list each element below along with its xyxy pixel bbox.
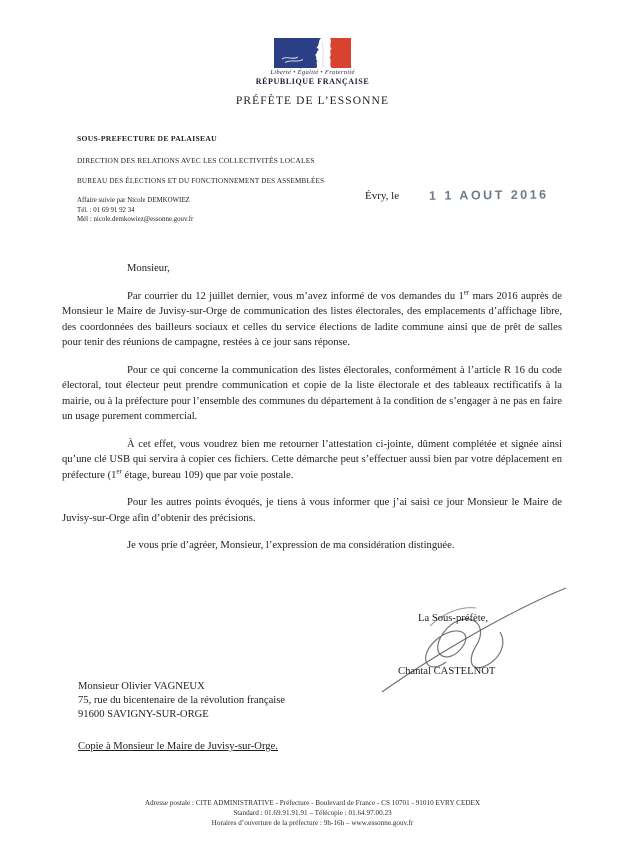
recipient-city: 91600 SAVIGNY-SUR-ORGE	[78, 709, 209, 720]
republic-name: RÉPUBLIQUE FRANÇAISE	[255, 77, 370, 86]
paragraph-1-superscript: er	[463, 287, 470, 296]
paragraph-3-superscript: er	[116, 466, 122, 475]
paragraph-1-text: Par courrier du 12 juillet dernier, vous m’avez informé de vos demandes du 1	[127, 290, 464, 302]
paragraph-2: Pour ce qui concerne la communication des listes électorales, conformément à l’article R 16 du code électoral, tout électeur peut prendre communication et copie de la liste électorale et des tableaux rectificatifs à la mairie, ou à la préfecture pour l’ensemble des communes du département à la condition de s’engager à ne pas en faire un usage purement commercial.	[62, 364, 562, 422]
sender-bureau: BUREAU DES ÉLECTIONS ET DU FONCTIONNEMENT DES ASSEMBLÉES	[77, 177, 325, 185]
salutation-text: Monsieur,	[127, 263, 170, 274]
sender-block	[77, 134, 324, 225]
date-place: Évry, le	[365, 190, 400, 202]
contact-email: Mél : nicole.demkowiez@essonne.gouv.fr	[77, 216, 194, 223]
paragraph-3-text: À cet effet, vous voudrez bien me retourner l’attestation ci-jointe, dûment complétée et signée ainsi qu’une clé USB qui servira à copier ces fichiers. Cette démarche peut s’effectuer aussi bien par votre déplacement en préfecture (1	[62, 438, 562, 481]
republic-motto: Liberté • Égalité • Fraternité	[270, 69, 355, 76]
footer-hours: Horaires d’ouverture de la préfecture : 9h-16h – www.essonne.gouv.fr	[211, 819, 414, 827]
recipient-name: Monsieur Olivier VAGNEUX	[78, 681, 205, 692]
closing-formula: Je vous prie d’agréer, Monsieur, l’expression de ma considération distinguée.	[127, 540, 455, 551]
footer-address: Adresse postale : CITE ADMINISTRATIVE - Préfecture - Boulevard de France - CS 10701 - 91010 EVRY CEDEX	[144, 799, 481, 807]
salutation	[62, 261, 562, 277]
paragraph-3	[62, 437, 562, 484]
recipient-block	[78, 680, 285, 722]
letterhead	[0, 38, 625, 107]
paragraph-3-text-cont: étage, bureau 109) que par voie postale.	[121, 469, 294, 481]
date-stamp: 1 1 AOUT 2016	[428, 187, 549, 203]
footer-phone: Standard : 01.69.91.91.91 – Télécopie : 01.64.97.00.23	[233, 809, 392, 817]
sender-office: SOUS-PREFECTURE DE PALAISEAU	[77, 134, 217, 143]
sender-contact	[77, 196, 324, 225]
signer-role: La Sous-préfète,	[418, 613, 489, 624]
letter-body	[62, 261, 562, 566]
copy-note: Copie à Monsieur le Maire de Juvisy-sur-Orge.	[78, 741, 278, 752]
paragraph-1-text-cont: mars 2016 auprès de Monsieur le Maire de Juvisy-sur-Orge de communication des listes électorales, des emplacements d’affichage libre, des coordonnées des bailleurs sociaux et celles du service élections de ladite commune ainsi que de prêt de salles pour tenir des réunions de campagne, restées à ce jour sans réponse.	[62, 290, 562, 348]
signer-name: Chantal CASTELNOT	[398, 666, 496, 677]
handwritten-signature-icon	[380, 580, 580, 700]
republique-francaise-logo-icon	[274, 38, 351, 68]
contact-agent: Affaire suivie par Nicole DEMKOWIEZ	[77, 197, 190, 204]
contact-phone: Tél. : 01 69 91 92 34	[77, 206, 135, 214]
footer	[0, 798, 625, 828]
sender-direction: DIRECTION DES RELATIONS AVEC LES COLLECTIVITÉS LOCALES	[77, 156, 315, 165]
paragraph-1	[62, 289, 562, 351]
paragraph-4: Pour les autres points évoqués, je tiens à vous informer que j’ai saisi ce jour Monsieur le Maire de Juvisy-sur-Orge afin d’obtenir des précisions.	[62, 497, 562, 524]
signature-block	[380, 580, 580, 700]
dateline	[365, 187, 549, 203]
page-title: PRÉFÈTE DE L’ESSONNE	[235, 95, 390, 107]
recipient-street: 75, rue du bicentenaire de la révolution française	[78, 695, 286, 706]
